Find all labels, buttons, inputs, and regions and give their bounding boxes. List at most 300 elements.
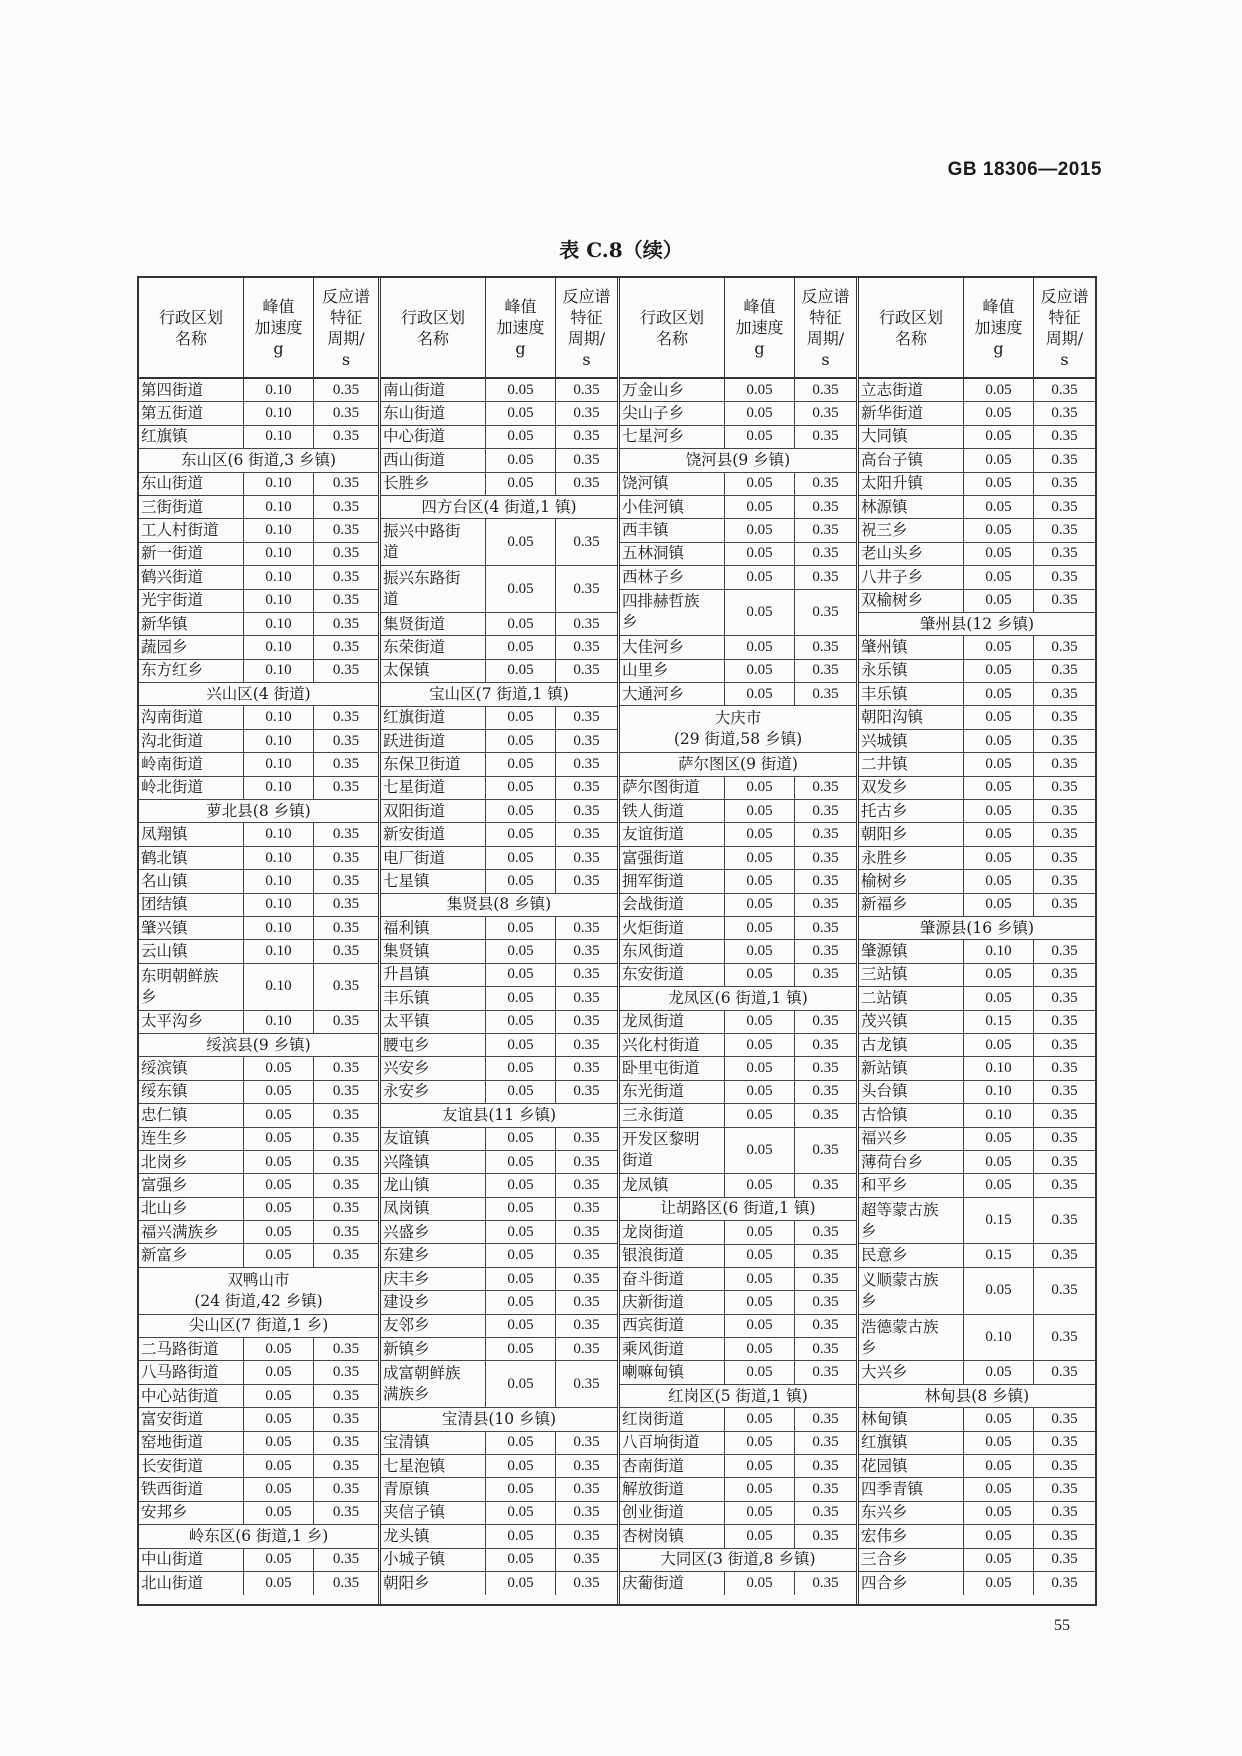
characteristic-period: 0.35	[313, 636, 378, 658]
characteristic-period: 0.35	[555, 426, 617, 448]
peak-acceleration: 0.05	[724, 566, 794, 588]
table-row	[139, 917, 378, 940]
peak-acceleration: 0.05	[963, 1174, 1033, 1196]
characteristic-period: 0.35	[313, 1174, 378, 1196]
peak-acceleration: 0.10	[243, 823, 313, 845]
table-row	[859, 660, 1095, 683]
table-row	[381, 1081, 617, 1104]
peak-acceleration: 0.05	[724, 636, 794, 658]
peak-acceleration: 0.05	[724, 1034, 794, 1056]
district-name: 肇源镇	[860, 942, 908, 961]
table-row	[620, 566, 856, 589]
header-pga: 峰值 加速度 g	[485, 278, 555, 377]
characteristic-period: 0.35	[313, 1432, 378, 1454]
table-row	[381, 402, 617, 425]
characteristic-period: 0.35	[1033, 1081, 1095, 1103]
table-row	[859, 987, 1095, 1010]
peak-acceleration: 0.05	[724, 1081, 794, 1103]
group-heading-row	[859, 1385, 1095, 1408]
peak-acceleration: 0.10	[243, 613, 313, 635]
district-name: 喇嘛甸镇	[621, 1363, 684, 1382]
peak-acceleration: 0.05	[243, 1572, 313, 1595]
district-name: 榆树乡	[860, 871, 908, 890]
district-name: 永安乡	[382, 1082, 430, 1101]
table-row	[139, 1408, 378, 1431]
district-name: 龙凤镇	[621, 1176, 669, 1195]
district-name: 银浪街道	[621, 1246, 684, 1265]
district-name: 兴化村街道	[621, 1035, 700, 1054]
characteristic-period: 0.35	[794, 1221, 856, 1243]
district-name: 云山镇	[141, 942, 188, 961]
table-row	[620, 590, 856, 637]
district-name: 二站镇	[860, 988, 908, 1007]
characteristic-period: 0.35	[1033, 1128, 1095, 1150]
group-heading-row	[139, 1315, 378, 1338]
table-row	[859, 590, 1095, 613]
district-name: 大兴乡	[860, 1363, 908, 1382]
characteristic-period: 0.35	[555, 1174, 617, 1196]
district-name: 龙凤街道	[621, 1012, 684, 1031]
district-name: 铁人街道	[621, 801, 684, 820]
table-row	[139, 636, 378, 659]
characteristic-period: 0.35	[1033, 402, 1095, 424]
district-name: 庆新街道	[621, 1292, 684, 1311]
table-row	[381, 566, 617, 613]
characteristic-period: 0.35	[555, 1455, 617, 1477]
characteristic-period: 0.35	[794, 1128, 856, 1174]
table-row	[620, 1011, 856, 1034]
table-column-block	[856, 278, 1095, 1604]
peak-acceleration: 0.10	[963, 1315, 1033, 1361]
characteristic-period: 0.35	[555, 1338, 617, 1360]
table-row	[620, 1478, 856, 1501]
district-name: 山里乡	[621, 661, 669, 680]
peak-acceleration: 0.05	[724, 1291, 794, 1313]
characteristic-period: 0.35	[313, 496, 378, 518]
characteristic-period: 0.35	[794, 660, 856, 682]
characteristic-period: 0.35	[794, 1291, 856, 1313]
characteristic-period: 0.35	[1033, 940, 1095, 962]
peak-acceleration: 0.05	[485, 660, 555, 682]
district-name: 三合乡	[860, 1550, 908, 1569]
district-name: 东安街道	[621, 965, 684, 984]
peak-acceleration: 0.10	[963, 1081, 1033, 1103]
peak-acceleration: 0.10	[243, 870, 313, 892]
peak-acceleration: 0.10	[243, 777, 313, 799]
table-row	[620, 1572, 856, 1595]
characteristic-period: 0.35	[794, 1057, 856, 1079]
characteristic-period: 0.35	[1033, 1478, 1095, 1500]
table-row	[859, 1198, 1095, 1245]
header-pga: 峰值 加速度 g	[724, 278, 794, 377]
peak-acceleration: 0.05	[963, 683, 1033, 705]
characteristic-period: 0.35	[313, 402, 378, 424]
characteristic-period: 0.35	[313, 1011, 378, 1033]
characteristic-period: 0.35	[313, 964, 378, 1010]
peak-acceleration: 0.05	[724, 940, 794, 962]
characteristic-period: 0.35	[794, 1572, 856, 1595]
characteristic-period: 0.35	[1033, 1174, 1095, 1196]
district-name: 八马路街道	[141, 1363, 219, 1382]
group-heading-row	[139, 1525, 378, 1548]
district-name: 成富朝鲜族 满族乡	[382, 1364, 461, 1404]
characteristic-period: 0.35	[1033, 1455, 1095, 1477]
peak-acceleration: 0.05	[963, 823, 1033, 845]
peak-acceleration: 0.05	[963, 753, 1033, 775]
table-row	[381, 987, 617, 1010]
peak-acceleration: 0.05	[963, 777, 1033, 799]
peak-acceleration: 0.05	[724, 1268, 794, 1290]
table-row	[139, 1057, 378, 1080]
peak-acceleration: 0.05	[724, 1455, 794, 1477]
peak-acceleration: 0.05	[963, 426, 1033, 448]
district-name: 开发区黎明 街道	[621, 1130, 700, 1170]
district-name: 古龙镇	[860, 1035, 908, 1054]
peak-acceleration: 0.10	[243, 566, 313, 588]
district-name: 薄荷台乡	[860, 1152, 923, 1171]
table-row	[381, 707, 617, 730]
district-name: 托古乡	[860, 801, 908, 820]
peak-acceleration: 0.05	[724, 1572, 794, 1595]
header-name: 行政区划 名称	[878, 307, 943, 348]
peak-acceleration: 0.05	[963, 636, 1033, 658]
header-pga: 峰值 加速度 g	[963, 278, 1033, 377]
district-name: 新华街道	[860, 404, 923, 423]
table-row	[381, 940, 617, 963]
characteristic-period: 0.35	[794, 964, 856, 986]
characteristic-period: 0.35	[1033, 987, 1095, 1009]
district-name: 宏伟乡	[860, 1526, 908, 1545]
district-name: 花园镇	[860, 1456, 908, 1475]
table-row	[859, 1315, 1095, 1362]
peak-acceleration: 0.05	[724, 870, 794, 892]
district-name: 长安街道	[141, 1456, 204, 1475]
characteristic-period: 0.35	[1033, 379, 1095, 401]
characteristic-period: 0.35	[555, 1525, 617, 1547]
table-row	[620, 894, 856, 917]
table-row	[859, 636, 1095, 659]
district-name: 富安街道	[141, 1409, 204, 1428]
table-row	[859, 964, 1095, 987]
table-row	[620, 847, 856, 870]
characteristic-period: 0.35	[794, 1338, 856, 1360]
group-heading: 肇源县(16 乡镇)	[919, 918, 1035, 937]
peak-acceleration: 0.05	[243, 1338, 313, 1360]
peak-acceleration: 0.05	[243, 1361, 313, 1383]
table-row	[139, 1478, 378, 1501]
peak-acceleration: 0.05	[485, 1338, 555, 1360]
characteristic-period: 0.35	[1033, 1244, 1095, 1266]
group-heading-row	[381, 1104, 617, 1127]
table-row	[620, 402, 856, 425]
peak-acceleration: 0.05	[243, 1128, 313, 1150]
district-name: 东保卫街道	[382, 754, 461, 773]
district-name: 头台镇	[860, 1082, 908, 1101]
peak-acceleration: 0.05	[485, 800, 555, 822]
table-row	[859, 473, 1095, 496]
table-row	[620, 1338, 856, 1361]
district-name: 二井镇	[860, 754, 908, 773]
characteristic-period: 0.35	[794, 636, 856, 658]
characteristic-period: 0.35	[794, 379, 856, 401]
peak-acceleration: 0.05	[485, 1198, 555, 1220]
peak-acceleration: 0.05	[485, 1268, 555, 1290]
table-row	[859, 566, 1095, 589]
peak-acceleration: 0.10	[243, 894, 313, 916]
characteristic-period: 0.35	[1033, 1151, 1095, 1173]
district-name: 高台子镇	[860, 450, 923, 469]
table-row	[381, 1198, 617, 1221]
characteristic-period: 0.35	[1033, 777, 1095, 799]
table-row	[381, 1315, 617, 1338]
group-heading: 尖山区(7 街道,1 乡)	[188, 1316, 329, 1335]
characteristic-period: 0.35	[1033, 1268, 1095, 1314]
characteristic-period: 0.35	[555, 379, 617, 401]
district-name: 跃进街道	[382, 731, 445, 750]
characteristic-period: 0.35	[313, 1057, 378, 1079]
district-name: 林源镇	[860, 497, 908, 516]
peak-acceleration: 0.05	[485, 1455, 555, 1477]
table-row	[859, 543, 1095, 566]
district-name: 北岗乡	[141, 1152, 188, 1171]
peak-acceleration: 0.05	[724, 964, 794, 986]
district-name: 凤翔镇	[141, 825, 188, 844]
district-name: 西林子乡	[621, 567, 684, 586]
group-heading: 双鸭山市 (24 街道,42 乡镇)	[194, 1270, 323, 1310]
district-name: 浩德蒙古族 乡	[860, 1317, 939, 1357]
characteristic-period: 0.35	[313, 1221, 378, 1243]
table-row	[381, 1525, 617, 1548]
characteristic-period: 0.35	[313, 1478, 378, 1500]
characteristic-period: 0.35	[1033, 1315, 1095, 1361]
characteristic-period: 0.35	[555, 566, 617, 612]
table-body	[139, 379, 378, 1604]
district-name: 绥滨镇	[141, 1059, 188, 1078]
district-name: 夹信子镇	[382, 1503, 445, 1522]
district-name: 中山街道	[141, 1550, 204, 1569]
characteristic-period: 0.35	[555, 402, 617, 424]
table-row	[620, 777, 856, 800]
table-row	[620, 1104, 856, 1127]
characteristic-period: 0.35	[313, 590, 378, 612]
district-name: 七星泡镇	[382, 1456, 445, 1475]
table-row	[620, 823, 856, 846]
peak-acceleration: 0.05	[963, 1432, 1033, 1454]
district-name: 丰乐镇	[382, 988, 430, 1007]
table-row	[859, 940, 1095, 963]
district-name: 绥东镇	[141, 1082, 188, 1101]
characteristic-period: 0.35	[313, 894, 378, 916]
peak-acceleration: 0.05	[724, 379, 794, 401]
table-row	[139, 1174, 378, 1197]
district-name: 双阳街道	[382, 801, 445, 820]
district-name: 南山街道	[382, 380, 445, 399]
table-row	[139, 543, 378, 566]
peak-acceleration: 0.05	[724, 917, 794, 939]
peak-acceleration: 0.05	[485, 847, 555, 869]
peak-acceleration: 0.05	[485, 1549, 555, 1571]
characteristic-period: 0.35	[555, 636, 617, 658]
peak-acceleration: 0.05	[243, 1432, 313, 1454]
peak-acceleration: 0.05	[724, 426, 794, 448]
table-row	[620, 379, 856, 402]
peak-acceleration: 0.10	[243, 543, 313, 565]
table-header	[381, 278, 617, 379]
characteristic-period: 0.35	[555, 800, 617, 822]
table-row	[859, 519, 1095, 542]
table-row	[859, 1455, 1095, 1478]
table-row	[381, 1478, 617, 1501]
table-column-block	[378, 278, 617, 1604]
table-row	[859, 870, 1095, 893]
header-period: 反应谱 特征 周期/ s	[555, 278, 617, 377]
characteristic-period: 0.35	[555, 1432, 617, 1454]
table-row	[620, 800, 856, 823]
peak-acceleration: 0.05	[724, 800, 794, 822]
peak-acceleration: 0.05	[243, 1502, 313, 1524]
district-name: 兴隆镇	[382, 1152, 430, 1171]
district-name: 建设乡	[382, 1292, 430, 1311]
header-name: 行政区划 名称	[400, 307, 465, 348]
table-row	[139, 847, 378, 870]
table-row	[859, 706, 1095, 729]
table-row	[139, 1361, 378, 1384]
characteristic-period: 0.35	[794, 1478, 856, 1500]
table-row	[139, 870, 378, 893]
characteristic-period: 0.35	[313, 379, 378, 401]
characteristic-period: 0.35	[313, 1385, 378, 1407]
characteristic-period: 0.35	[313, 777, 378, 799]
table-row	[381, 800, 617, 823]
peak-acceleration: 0.05	[724, 402, 794, 424]
peak-acceleration: 0.05	[485, 870, 555, 892]
district-name: 奋斗街道	[621, 1269, 684, 1288]
peak-acceleration: 0.10	[243, 730, 313, 752]
table-row	[859, 1104, 1095, 1127]
characteristic-period: 0.35	[1033, 964, 1095, 986]
table-row	[620, 940, 856, 963]
peak-acceleration: 0.05	[485, 1244, 555, 1266]
table-row	[859, 449, 1095, 472]
characteristic-period: 0.35	[794, 1455, 856, 1477]
table-body	[859, 379, 1095, 1604]
peak-acceleration: 0.05	[724, 1338, 794, 1360]
table-row	[139, 1081, 378, 1104]
district-name: 太保镇	[382, 661, 430, 680]
characteristic-period: 0.35	[555, 519, 617, 565]
characteristic-period: 0.35	[794, 1268, 856, 1290]
table-column-block	[617, 278, 856, 1604]
characteristic-period: 0.35	[794, 566, 856, 588]
group-heading: 绥滨县(9 乡镇)	[206, 1035, 311, 1054]
group-heading: 龙凤区(6 街道,1 镇)	[668, 988, 808, 1007]
peak-acceleration: 0.05	[243, 1385, 313, 1407]
group-heading-row	[139, 449, 378, 472]
table-row	[381, 870, 617, 893]
district-name: 友邻乡	[382, 1316, 430, 1335]
peak-acceleration: 0.05	[724, 590, 794, 636]
peak-acceleration: 0.05	[963, 964, 1033, 986]
table-row	[381, 613, 617, 636]
header-period: 反应谱 特征 周期/ s	[313, 278, 378, 377]
table-row	[620, 683, 856, 706]
group-heading: 宝山区(7 街道,1 镇)	[429, 684, 569, 703]
peak-acceleration: 0.05	[963, 800, 1033, 822]
peak-acceleration: 0.05	[485, 473, 555, 495]
characteristic-period: 0.35	[555, 1198, 617, 1220]
district-name: 振兴中路街 道	[382, 522, 461, 562]
characteristic-period: 0.35	[794, 1011, 856, 1033]
table-row	[381, 1549, 617, 1572]
table-row	[139, 379, 378, 402]
table-row	[620, 473, 856, 496]
characteristic-period: 0.35	[555, 964, 617, 986]
table-row	[139, 566, 378, 589]
peak-acceleration: 0.05	[724, 496, 794, 518]
characteristic-period: 0.35	[794, 402, 856, 424]
table-row	[859, 777, 1095, 800]
district-name: 红旗街道	[382, 708, 445, 727]
peak-acceleration: 0.05	[724, 1502, 794, 1524]
table-row	[139, 402, 378, 425]
peak-acceleration: 0.15	[963, 1198, 1033, 1244]
table-row	[139, 473, 378, 496]
district-name: 龙岗街道	[621, 1222, 684, 1241]
table-row	[139, 1338, 378, 1361]
characteristic-period: 0.35	[1033, 1502, 1095, 1524]
peak-acceleration: 0.05	[485, 823, 555, 845]
peak-acceleration: 0.05	[963, 660, 1033, 682]
table-row	[620, 1291, 856, 1314]
table-row	[620, 426, 856, 449]
table-row	[381, 449, 617, 472]
peak-acceleration: 0.05	[963, 706, 1033, 728]
district-name: 沟北街道	[141, 731, 204, 750]
characteristic-period: 0.35	[555, 777, 617, 799]
group-heading-row	[620, 449, 856, 472]
table-row	[381, 1338, 617, 1361]
district-name: 朝阳乡	[860, 825, 908, 844]
table-row	[139, 496, 378, 519]
table-row	[859, 1361, 1095, 1384]
characteristic-period: 0.35	[1033, 566, 1095, 588]
table-row	[859, 379, 1095, 402]
peak-acceleration: 0.05	[963, 519, 1033, 541]
peak-acceleration: 0.05	[963, 543, 1033, 565]
group-heading-row	[620, 1385, 856, 1408]
district-name: 兴安乡	[382, 1059, 430, 1078]
table-row	[381, 730, 617, 753]
peak-acceleration: 0.05	[243, 1408, 313, 1430]
district-name: 万金山乡	[621, 380, 684, 399]
table-header	[620, 278, 856, 379]
peak-acceleration: 0.05	[963, 1572, 1033, 1595]
table-row	[381, 823, 617, 846]
district-name: 第四街道	[141, 380, 204, 399]
table-row	[381, 1291, 617, 1314]
characteristic-period: 0.35	[1033, 543, 1095, 565]
district-name: 大同镇	[860, 427, 908, 446]
district-name: 兴盛乡	[382, 1222, 430, 1241]
table-row	[381, 1244, 617, 1267]
characteristic-period: 0.35	[555, 987, 617, 1009]
group-heading-row	[381, 496, 617, 519]
group-heading-row	[139, 800, 378, 823]
table-row	[139, 777, 378, 800]
peak-acceleration: 0.05	[485, 1478, 555, 1500]
characteristic-period: 0.35	[1033, 449, 1095, 471]
table-row	[139, 660, 378, 683]
